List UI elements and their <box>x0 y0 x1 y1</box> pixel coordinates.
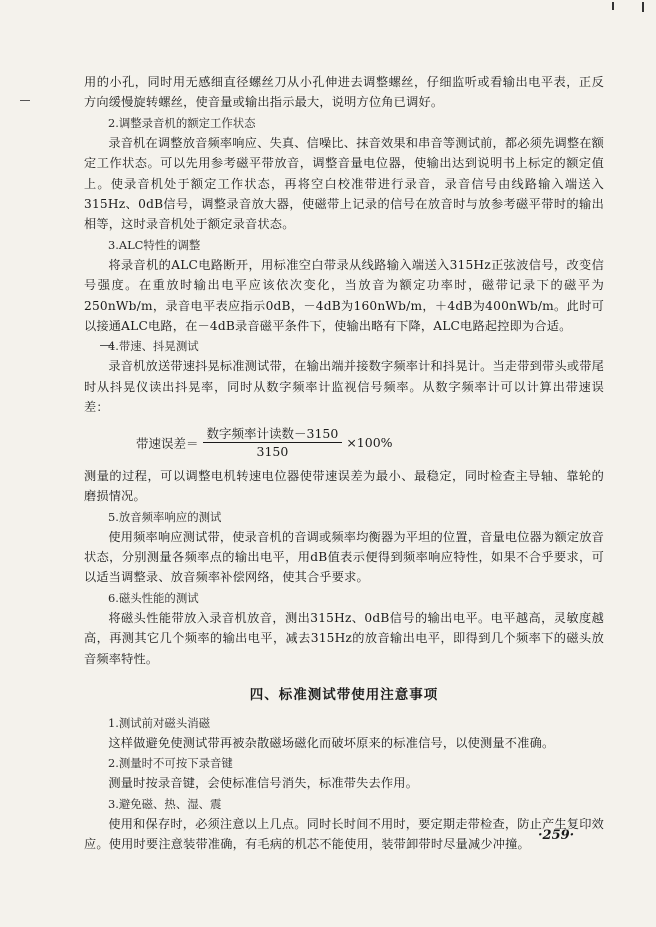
speed-error-formula <box>136 426 604 460</box>
paragraph-5: 使用频率响应测试带，使录音机的音调或频率均衡器为平坦的位置，音量电位器为额定放音状态，分别测量各频率点的输出电平，用dB值表示便得到频率响应特性，如果不合乎要求，可以适当调整录、放音频率补偿网络，使其合乎要求。 <box>84 529 604 585</box>
heading-4: 4.带速、抖晃测试 <box>108 339 199 354</box>
subparagraph-3: 使用和保存时，必须注意以上几点。同时长时间不用时，要定期走带检查，防止产生复印效应。使用时要注意装带准确，有毛病的机芯不能使用，装带卸带时尽量减少冲撞。 <box>84 816 604 852</box>
scan-mark <box>642 2 644 12</box>
paragraph-4: 录音机放送带速抖晃标准测试带，在输出端并接数字频率计和抖晃计。当走带到带头或带尾时从抖晃仪读出抖晃率，同时从数字频率计监视信号频率。从数字频率计可以计算出带速误差： <box>84 359 604 415</box>
formula-numerator: 数字频率计读数－3150 <box>203 426 343 443</box>
subheading-2: 2.测量时不可按下录音键 <box>108 756 233 771</box>
paragraph-6: 将磁头性能带放入录音机放音，测出315Hz、0dB信号的输出电平。电平越高，灵敏度越高，再测其它几个频率的输出电平，减去315Hz的放音输出电平，即得到几个频率下的磁头放音频率特性。 <box>84 610 604 666</box>
body-text <box>84 72 604 855</box>
formula-fraction <box>203 426 343 459</box>
paragraph-3: 将录音机的ALC电路断开，用标准空白带录从线路输入端送入315Hz正弦波信号，改变信号强度。在重放时输出电平应该依次变化，当放音为额定功率时，磁带记录下的磁平为250nWb/m，录音电平表应指示0dB，－4dB为160nWb/m，＋4dB为400nWb/m。此时可以接通ALC电路，在－4dB录音磁平条件下，使输出略有下降，ALC电路起控即为合适。 <box>84 257 604 334</box>
subparagraph-1: 这样做避免使测试带再被杂散磁场磁化而破坏原来的标准信号，以使测量不准确。 <box>108 735 555 750</box>
page-number: ·259· <box>538 828 575 843</box>
formula-denominator: 3150 <box>256 444 289 460</box>
heading-3: 3.ALC特性的调整 <box>108 237 201 252</box>
heading-5: 5.放音频率响应的测试 <box>108 509 222 524</box>
paragraph-4b: 测量的过程，可以调整电机转速电位器使带速误差为最小、最稳定，同时检查主导轴、靠轮的磨损情况。 <box>84 468 604 504</box>
heading-6: 6.磁头性能的测试 <box>108 590 199 605</box>
heading-2: 2.调整录音机的额定工作状态 <box>108 115 256 130</box>
paragraph-2: 录音机在调整放音频率响应、失真、信噪比、抹音效果和串音等测试前，都必须先调整在额定工作状态。可以先用参考磁平带放音，调整音量电位器，使输出达到说明书上标定的额定值上。使录音机处于额定工作状态，再将空白校准带进行录音，录音信号由线路输入端送入315Hz、0dB信号，调整录音放大器，使磁带上记录的信号在放音时与放参考磁平带时的输出相等，这时录音机处于额定录音状态。 <box>84 135 604 232</box>
formula-lhs: 带速误差＝ <box>136 435 199 451</box>
scan-mark <box>612 2 614 10</box>
subheading-3: 3.避免磁、热、湿、震 <box>108 796 222 811</box>
subparagraph-2: 测量时按录音键，会使标准信号消失，标准带失去作用。 <box>108 776 419 791</box>
paragraph-continuation: 用的小孔，同时用无感细直径螺丝刀从小孔伸进去调整螺丝，仔细监听或看输出电平表，正反方向缓慢旋转螺丝，使音量或输出指示最大，说明方位角已调好。 <box>84 75 604 110</box>
subheading-1: 1.测试前对磁头消磁 <box>108 715 210 730</box>
section-title: 四、标准测试带使用注意事项 <box>249 686 439 703</box>
margin-dash <box>20 100 30 101</box>
formula-rhs: ×100% <box>346 435 393 451</box>
